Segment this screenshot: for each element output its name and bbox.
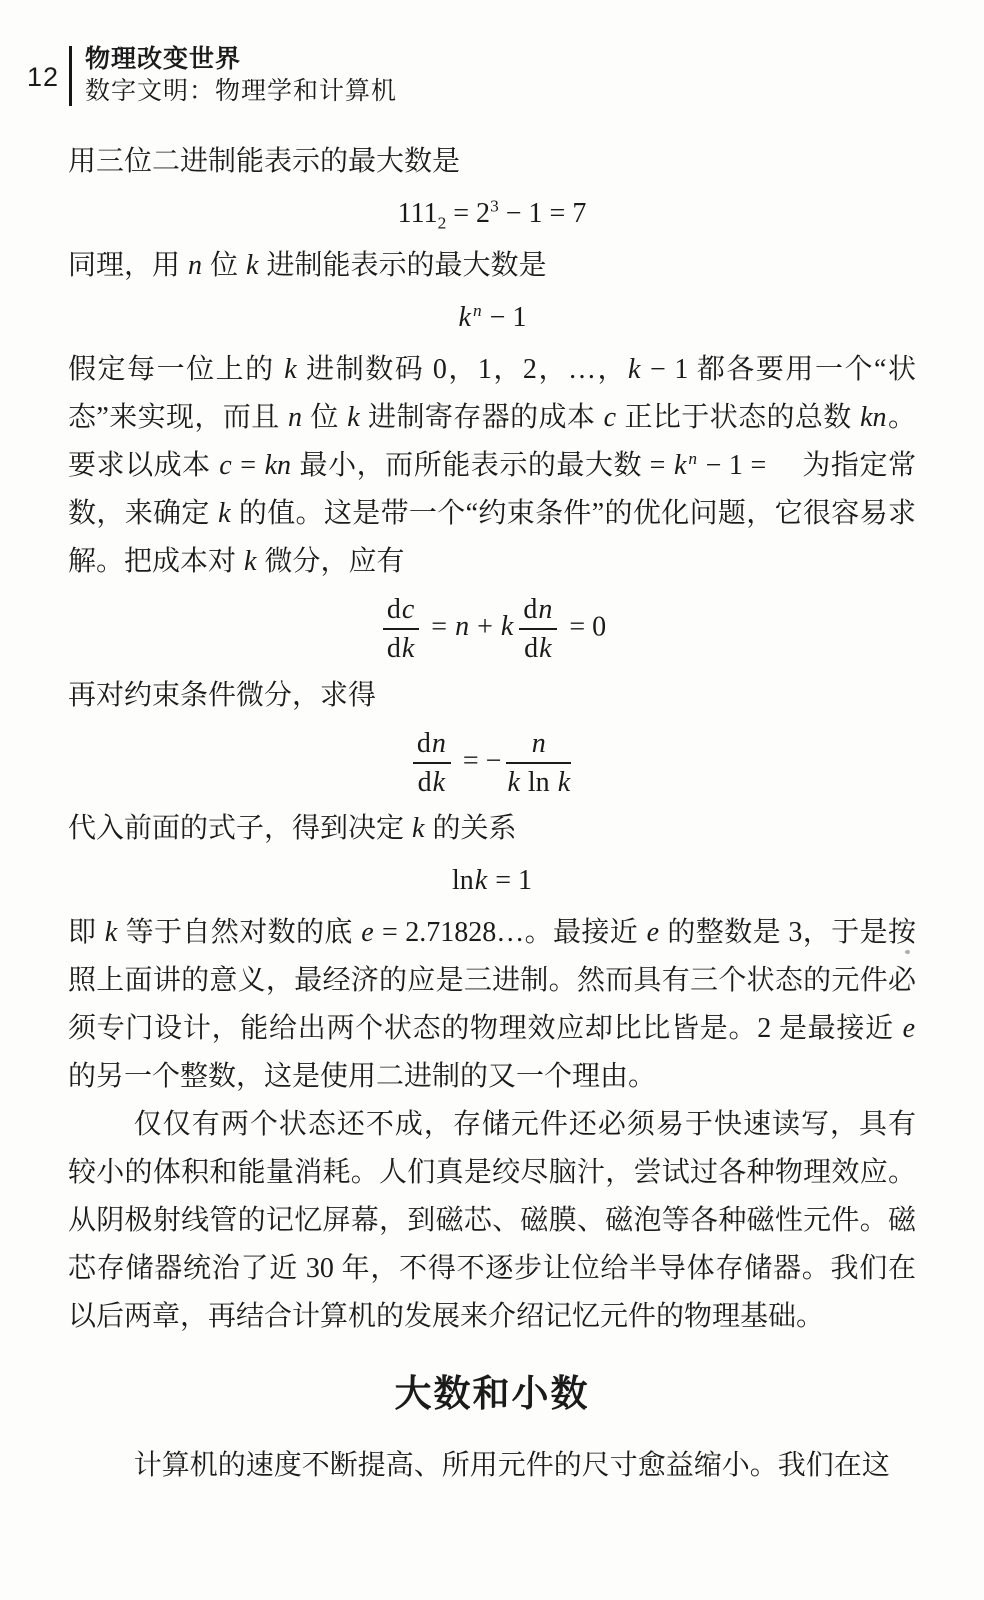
fraction-dn-dk <box>413 727 451 799</box>
text-run: 微分，应有 <box>257 546 405 577</box>
text-run: 位 <box>303 402 347 433</box>
formula-binary-max <box>68 190 916 238</box>
numerator <box>413 727 451 764</box>
text-run: = 1 <box>488 865 532 897</box>
text-run: 的值。这是带一个“约束条件”的优化问题，它很容易求解。把成本对 <box>68 498 916 577</box>
text-run: 等于自然对数的底 <box>118 917 361 949</box>
text-run: − 1 <box>482 302 527 333</box>
header-divider <box>69 46 72 106</box>
text-run: 计算机的速度不断提高、所用元件的尺寸愈益缩小。我们在这 <box>133 1449 890 1481</box>
text-run: d <box>386 633 401 665</box>
text-run: 进制数码 0，1，2，…， <box>297 354 628 385</box>
page-number: 12 <box>27 62 60 92</box>
numerator <box>519 593 557 630</box>
denominator <box>506 764 571 798</box>
text-run: + <box>470 611 500 643</box>
text-run: = <box>424 611 455 643</box>
var-c: c <box>603 402 617 433</box>
paragraph-storage <box>68 1101 916 1341</box>
page-body <box>68 138 916 1490</box>
paragraph-k-ary-intro <box>68 242 916 290</box>
denominator <box>383 630 419 664</box>
text-run: = <box>232 450 264 481</box>
running-titles <box>85 44 397 107</box>
var-n: n <box>688 448 698 468</box>
formula-dn-dk <box>68 727 916 799</box>
text-run: 同理，用 <box>68 250 188 281</box>
text-run: 正比于状态的总数 <box>617 402 860 433</box>
text-run: − 1 = 7 <box>498 198 587 229</box>
var-e: e <box>902 1013 915 1045</box>
text-run: d <box>386 594 401 625</box>
denominator <box>413 764 451 798</box>
var-e: e <box>646 917 660 949</box>
var-k: k <box>218 498 231 529</box>
subscript: 2 <box>437 213 447 233</box>
var-k: k <box>458 302 471 333</box>
var-k: k <box>557 767 571 799</box>
text-run: 的另一个整数，这是使用二进制的又一个理由。 <box>68 1061 657 1093</box>
denominator <box>519 630 557 664</box>
scan-artifact <box>905 950 910 954</box>
var-n: n <box>431 727 446 759</box>
formula-kn-minus-1 <box>68 294 916 342</box>
text-run: = 2.71828…。最接近 <box>374 917 646 949</box>
var-k: k <box>104 917 118 949</box>
var-k: k <box>347 402 360 433</box>
formula-lnk <box>68 857 916 905</box>
var-k: k <box>284 354 297 385</box>
var-k: k <box>401 633 415 665</box>
var-k: k <box>673 450 687 481</box>
text-run: = 2 <box>446 198 491 229</box>
var-k: k <box>244 546 257 577</box>
text-run: 的关系 <box>425 813 517 845</box>
var-n: n <box>531 727 546 759</box>
numerator <box>506 727 571 764</box>
section-heading: 大数和小数 <box>394 1373 590 1415</box>
fraction-dc-dk <box>383 593 419 665</box>
text-run: d <box>524 633 539 665</box>
var-k: k <box>432 767 446 799</box>
paragraph-substitute <box>68 805 916 853</box>
text-run: 。要求以成本 <box>68 402 916 481</box>
var-n: n <box>188 250 203 281</box>
formula-dc-dk <box>68 593 916 665</box>
text-run: 假定每一位上的 <box>68 354 284 385</box>
var-e: e <box>361 917 374 949</box>
text-run: 即 <box>68 917 104 949</box>
paragraph-euler <box>68 909 916 1101</box>
var-k: k <box>246 250 259 281</box>
text-run: 再对约束条件微分，求得 <box>68 679 377 711</box>
book-title: 物理改变世界 <box>85 45 242 73</box>
var-c: c <box>219 450 232 481</box>
superscript: 3 <box>490 196 499 216</box>
var-k: k <box>507 767 520 799</box>
text-run: d <box>417 767 432 799</box>
text-run: ln <box>520 767 557 799</box>
text-run: 用三位二进制能表示的最大数是 <box>68 146 461 177</box>
var-n: n <box>538 594 553 625</box>
text-run: 最小，而所能表示的最大数 = <box>292 450 673 481</box>
text-run: d <box>523 594 538 625</box>
var-n: n <box>455 611 470 643</box>
fraction-n-klnk <box>506 727 571 799</box>
var-k: k <box>539 633 552 665</box>
superscript <box>687 449 698 468</box>
var-k: k <box>628 354 641 385</box>
text-run: 111 <box>397 198 438 229</box>
text-run: 进制寄存器的成本 <box>360 402 603 433</box>
fraction-dn-dk <box>519 593 557 665</box>
text-run: 代入前面的式子，得到决定 <box>68 813 412 845</box>
paragraph-optimization <box>68 346 916 586</box>
var-n: n <box>288 402 303 433</box>
text-run: − 1 = 为指定常数，来确定 <box>68 450 916 529</box>
var-k: k <box>474 865 488 897</box>
var-n: n <box>472 300 482 320</box>
text-run: 进制能表示的最大数是 <box>259 250 547 281</box>
paragraph-speed <box>68 1442 916 1490</box>
text-run: d <box>416 727 431 759</box>
var-k: k <box>500 611 514 643</box>
text-run: ln <box>451 865 474 897</box>
var-kn: kn <box>264 450 292 481</box>
chapter-title: 数字文明：物理学和计算机 <box>85 77 398 105</box>
paragraph-binary-intro <box>68 138 916 186</box>
page-header <box>27 44 397 107</box>
text-run: = − <box>455 745 502 776</box>
text-run: 的整数是 3，于是按照上面讲的意义，最经济的应是三进制。然而具有三个状态的元件必须专门设计，能给出两个状态的物理效应却比比皆是。2 是最接近 <box>68 917 916 1045</box>
var-kn: kn <box>860 402 887 433</box>
paragraph-constraint <box>68 672 916 720</box>
text-run: 仅仅有两个状态还不成，存储元件还必须易于快速读写，具有较小的体积和能量消耗。人们真是绞尽脑汁，尝试过各种物理效应。从阴极射线管的记忆屏幕，到磁芯、磁膜、磁泡等各种磁性元件。磁芯存储器统治了近 30 年，不得不逐步让位给半导体存储器。我们在以后两章，再结合计算机的发展来介绍记忆元件的物理基础。 <box>68 1109 916 1333</box>
superscript <box>472 301 483 320</box>
numerator <box>383 593 419 630</box>
var-k: k <box>412 813 425 845</box>
var-c: c <box>401 594 415 625</box>
text-run: − 1 都各要用一个“状态”来实现，而且 <box>68 354 916 433</box>
text-run: = 0 <box>562 611 607 643</box>
text-run: 位 <box>203 250 246 281</box>
